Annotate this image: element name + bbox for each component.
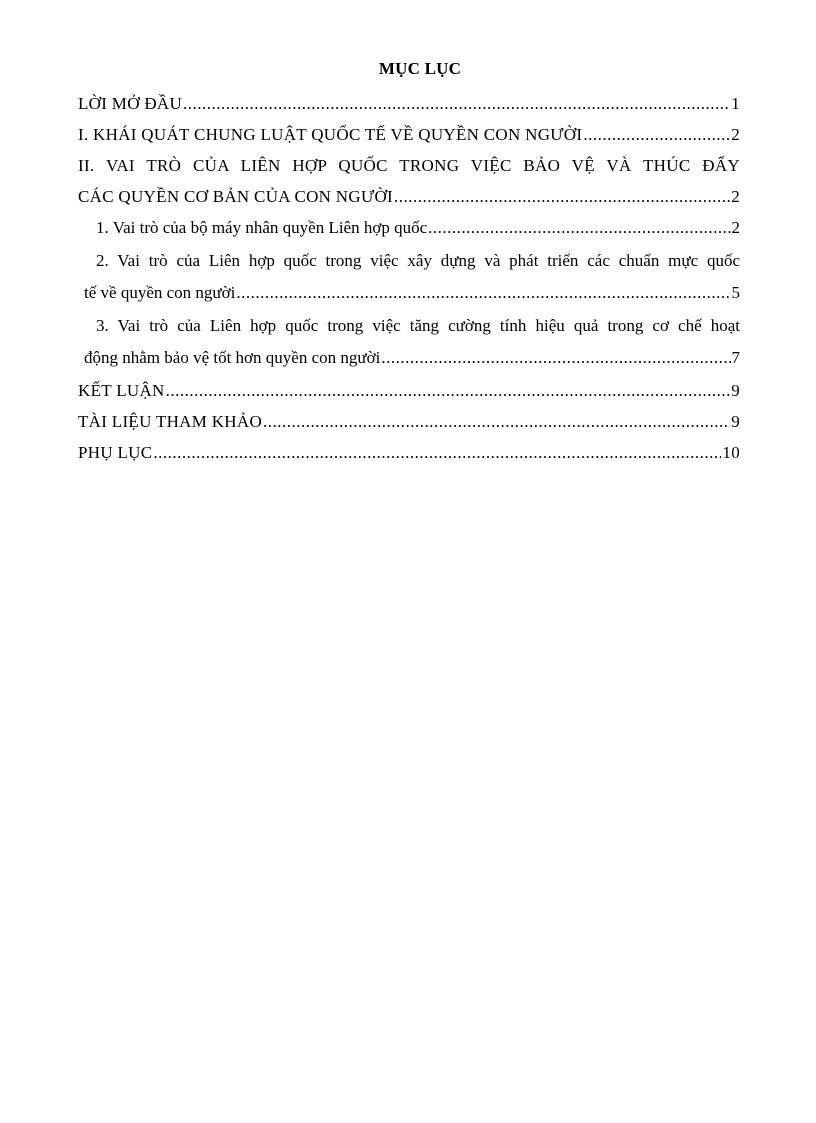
- toc-leader-dots: [183, 88, 730, 119]
- toc-leader-dots: [236, 277, 730, 308]
- toc-entry-label: động nhằm bảo vệ tốt hơn quyền con người: [84, 348, 381, 367]
- toc-entry-page: 1: [731, 94, 740, 113]
- toc-leader-dots: [381, 342, 730, 373]
- toc-entry-label: LỜI MỞ ĐẦU: [78, 94, 183, 113]
- toc-leader-dots: [166, 375, 731, 406]
- toc-entry-label: 1. Vai trò của bộ máy nhân quyền Liên hợp quốc: [96, 218, 428, 237]
- toc-entry-page: 10: [722, 443, 740, 462]
- toc-leader-dots: [394, 181, 730, 212]
- toc-leader-dots: [583, 119, 730, 150]
- toc-entry-label: I. KHÁI QUÁT CHUNG LUẬT QUỐC TẾ VỀ QUYỀN CON NGƯỜI: [78, 125, 583, 144]
- toc-entry-page: 9: [731, 381, 740, 400]
- toc-entry-subsection-2-line2[interactable]: [84, 277, 740, 308]
- toc-entry-subsection-1[interactable]: [96, 212, 740, 243]
- toc-entry-page: 2: [731, 218, 740, 237]
- toc-entry-subsection-3-line2[interactable]: [84, 342, 740, 373]
- toc-entry-subsection-2-line1[interactable]: 2. Vai trò của Liên hợp quốc trong việc xây dựng và phát triển các chuẩn mực quốc: [96, 251, 740, 270]
- toc-entry-conclusion[interactable]: [78, 375, 740, 406]
- toc-entry-page: 2: [731, 125, 740, 144]
- toc-entry-label: tế về quyền con người: [84, 283, 236, 302]
- toc-entry-page: 7: [731, 348, 740, 367]
- toc-entry-subsection-3-line1[interactable]: 3. Vai trò của Liên hợp quốc trong việc tăng cường tính hiệu quả trong cơ chế hoạt: [96, 316, 740, 335]
- toc-entry-label: KẾT LUẬN: [78, 381, 165, 400]
- toc-entry-intro[interactable]: [78, 88, 740, 119]
- toc-entry-label: TÀI LIỆU THAM KHẢO: [78, 412, 263, 431]
- toc-entry-appendix[interactable]: [78, 437, 740, 468]
- toc-entry-label: CÁC QUYỀN CƠ BẢN CỦA CON NGƯỜI: [78, 187, 393, 206]
- toc-entry-page: 2: [731, 187, 740, 206]
- toc-entry-page: 5: [731, 283, 740, 302]
- toc-entry-page: 9: [731, 412, 740, 431]
- toc-entry-references[interactable]: [78, 406, 740, 437]
- toc-entry-section-2-line1[interactable]: II. VAI TRÒ CỦA LIÊN HỢP QUỐC TRONG VIỆC BẢO VỆ VÀ THÚC ĐẨY: [78, 156, 740, 175]
- toc-entry-section-2-line2[interactable]: [78, 181, 740, 212]
- toc-entry-section-1[interactable]: [78, 119, 740, 150]
- page-title: MỤC LỤC: [378, 59, 462, 78]
- toc-leader-dots: [263, 406, 730, 437]
- toc-entry-label: PHỤ LỤC: [78, 443, 153, 462]
- toc-leader-dots: [153, 437, 721, 468]
- toc-leader-dots: [428, 212, 730, 243]
